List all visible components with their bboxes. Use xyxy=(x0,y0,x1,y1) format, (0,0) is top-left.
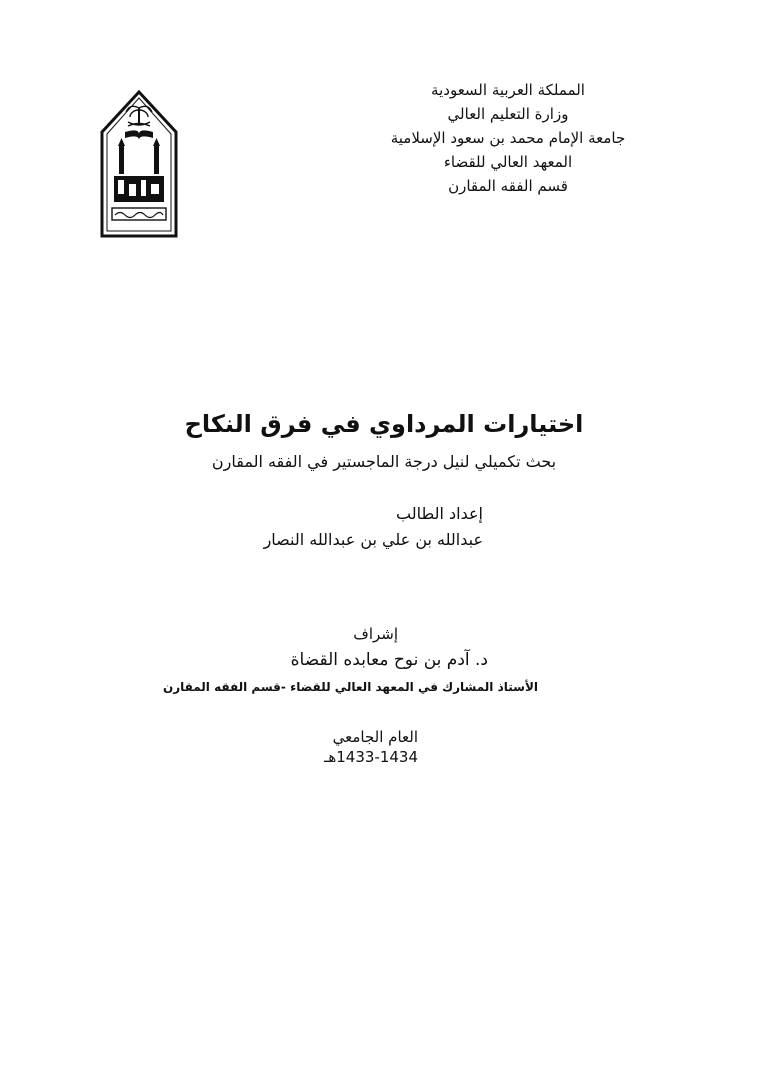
student-label: إعداد الطالب xyxy=(396,504,483,523)
supervisor-label: إشراف xyxy=(353,625,398,643)
header-line-university: جامعة الإمام محمد بن سعود الإسلامية xyxy=(390,129,626,147)
academic-year-value: 1433-1434هـ xyxy=(323,748,418,762)
thesis-subtitle: بحث تكميلي لنيل درجة الماجستير في الفقه المقارن xyxy=(211,452,557,471)
header-line-department: قسم الفقه المقارن xyxy=(448,177,568,195)
institution-header xyxy=(358,78,658,198)
supervisor-name: د. آدم بن نوح معابده القضاة xyxy=(290,650,488,670)
supervisor-role: الأستاذ المشارك في المعهد العالي للقضاء -قسم الفقه المقارن xyxy=(162,680,538,694)
thesis-title: اختيارات المرداوي في فرق النكاح xyxy=(184,410,584,438)
header-line-institute: المعهد العالي للقضاء xyxy=(443,153,573,171)
student-name: عبدالله بن علي بن عبدالله النصار xyxy=(263,530,483,549)
university-logo-icon xyxy=(100,90,178,240)
header-line-country: المملكة العربية السعودية xyxy=(431,81,585,99)
header-line-ministry: وزارة التعليم العالي xyxy=(447,105,569,123)
academic-year-label: العام الجامعي xyxy=(332,728,418,746)
